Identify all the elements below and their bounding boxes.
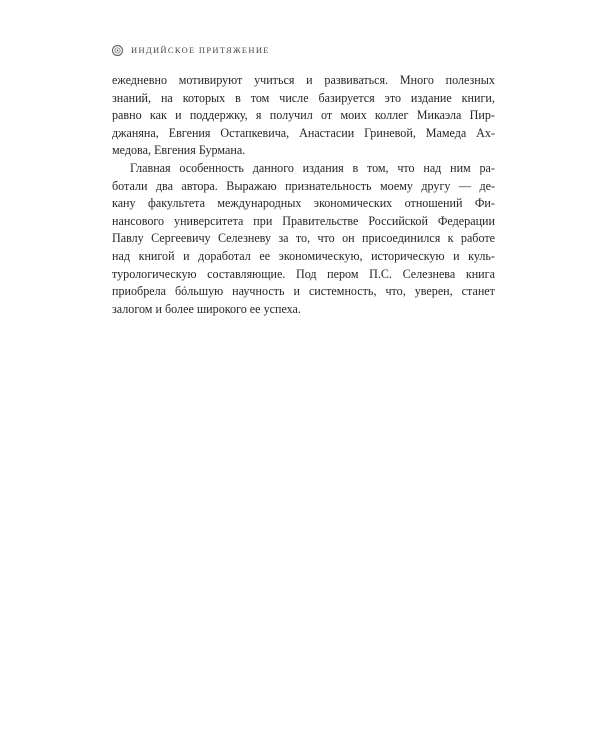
word: уверен, (414, 284, 453, 299)
word: джаняна, (112, 125, 159, 140)
text-line (112, 213, 495, 231)
word: турологическую (112, 266, 197, 281)
word: я (255, 108, 262, 123)
word: что (317, 231, 335, 246)
word: на (160, 90, 173, 105)
word: нансового (112, 213, 165, 228)
word: данного (252, 160, 294, 175)
word: приобрела (112, 284, 167, 299)
word: П.С. (369, 266, 392, 281)
text-line (112, 125, 495, 143)
word: издания (302, 160, 344, 175)
word: Правительстве (282, 213, 359, 228)
text-line (112, 230, 495, 248)
word: за (278, 231, 289, 246)
word: книга (465, 266, 495, 281)
word: том (250, 90, 270, 105)
word: Евгения (154, 143, 196, 158)
word: успеха. (263, 301, 301, 316)
text-line (112, 160, 495, 178)
word: моему (380, 178, 413, 193)
word: отношений (404, 196, 463, 211)
word: станет (461, 284, 495, 299)
word: Под (295, 266, 317, 281)
word: полезных (445, 73, 495, 87)
word: от (321, 108, 333, 123)
ornament-circle-icon (112, 45, 123, 56)
word: Фи- (474, 196, 495, 211)
word: Селезнева (402, 266, 456, 281)
word: поддержку, (189, 108, 248, 123)
word: бóльшую (175, 284, 224, 299)
word: Евгения (168, 125, 211, 140)
word: что (397, 160, 415, 175)
word: Главная (130, 160, 171, 175)
word: Селезневу (217, 231, 272, 246)
word: как (149, 108, 167, 123)
word: книгой (138, 248, 175, 263)
ornament-glyph (113, 46, 122, 55)
word: доработал (198, 248, 251, 263)
text-line (112, 90, 495, 108)
word: — (458, 178, 471, 193)
word: к (447, 231, 454, 246)
word: и (183, 248, 190, 263)
text-line (112, 107, 495, 125)
word: ботали (112, 178, 148, 193)
word: базируется (318, 90, 375, 105)
word: залогом (112, 301, 153, 316)
word: ра- (479, 160, 495, 175)
word: в (235, 90, 241, 105)
word: научность (232, 284, 285, 299)
word: Микаэла (416, 108, 462, 123)
word: числе (279, 90, 309, 105)
word: коллег (374, 108, 409, 123)
word: системность, (308, 284, 377, 299)
word: Сергеевичу (151, 231, 211, 246)
word: Павлу (112, 231, 144, 246)
word: он (342, 231, 355, 246)
text-line (112, 178, 495, 196)
word: экономических (313, 196, 393, 211)
word: два (155, 178, 173, 193)
word: широкого (196, 301, 247, 316)
word: то, (295, 231, 311, 246)
word: это (384, 90, 401, 105)
word: которых (182, 90, 226, 105)
word: университета (174, 213, 244, 228)
word: более (165, 301, 194, 316)
word: Выражаю (226, 178, 277, 193)
word: том, (366, 160, 389, 175)
word: особенность (179, 160, 244, 175)
word: в (352, 160, 359, 175)
word: экономическую, (278, 248, 363, 263)
paragraph (112, 160, 495, 318)
text-line (112, 266, 495, 284)
text-line (112, 142, 495, 160)
word: историческую (371, 248, 445, 263)
word: Остапкевича, (220, 125, 290, 140)
word: ее (259, 248, 271, 263)
text-line (112, 248, 495, 266)
word: другу (421, 178, 451, 193)
paragraph (112, 72, 495, 160)
word: автора. (181, 178, 218, 193)
running-header-title: ИНДИЙСКОЕ ПРИТЯЖЕНИЕ (131, 45, 270, 55)
word: знаний, (112, 90, 152, 105)
word: факультета (148, 196, 205, 211)
word: книги, (461, 90, 495, 105)
word: равно (112, 108, 142, 123)
running-header (112, 43, 270, 57)
word: куль- (468, 248, 495, 263)
text-line (112, 72, 495, 90)
word: составляющие. (207, 266, 286, 281)
word: и (453, 248, 460, 263)
word: и (306, 73, 313, 87)
word: де- (479, 178, 495, 193)
text-line (112, 195, 495, 213)
word: Федерации (437, 213, 495, 228)
word: Гриневой, (364, 125, 416, 140)
word: Российской (368, 213, 428, 228)
word: работе (460, 231, 495, 246)
word: развиваться. (324, 73, 389, 87)
word: над (112, 248, 130, 263)
word: международных (217, 196, 302, 211)
word: и (293, 284, 300, 299)
word: при (253, 213, 273, 228)
word: Ах- (476, 125, 495, 140)
word: присоединился (361, 231, 441, 246)
word: ним (450, 160, 471, 175)
word: ее (249, 301, 261, 316)
word: ежедневно (112, 73, 167, 87)
word: над (423, 160, 442, 175)
word: получил (269, 108, 313, 123)
word: что, (385, 284, 406, 299)
word: пером (327, 266, 359, 281)
body-text (112, 72, 495, 318)
word: Бурмана. (198, 143, 246, 158)
word: признательность (285, 178, 372, 193)
word: Анастасии (299, 125, 355, 140)
word: издание (410, 90, 452, 105)
word: учиться (254, 73, 295, 87)
word: медова, (112, 143, 152, 158)
word: и (155, 301, 162, 316)
word: Мамеда (425, 125, 467, 140)
text-line (112, 283, 495, 301)
word: Много (399, 73, 434, 87)
text-line (112, 301, 495, 319)
word: мотивируют (178, 73, 243, 87)
word: и (175, 108, 182, 123)
word: кану (112, 196, 136, 211)
word: Пир- (469, 108, 495, 123)
word: моих (340, 108, 367, 123)
